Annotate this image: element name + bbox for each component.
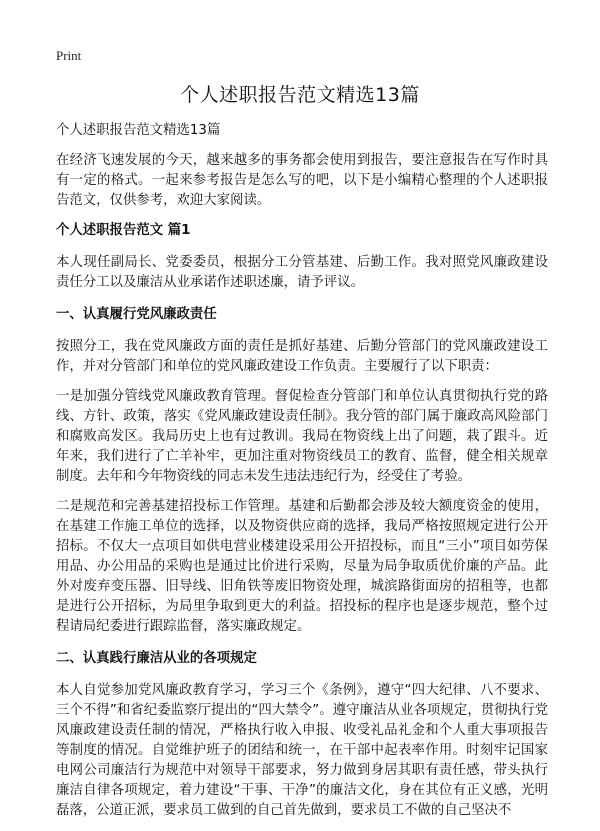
paragraph-3: 一是加强分管线党风廉政教育管理。督促检查分管部门和单位认真贯彻执行党的路线、方针、政策，落实《党风廉政建设责任制》。我分管的部门属于廉政高风险部门和腐败高发区。我局历史上也有过教训。我局在物资线上出了问题，栽了跟斗。近年来，我们进行了亡羊补牢，更加注重对物资线员工的教育、监督，健全相关规章制度。去年和今年物资线的同志未发生违法违纪行为，经受住了考验。 xyxy=(56,389,548,484)
paragraph-4: 二是规范和完善基建招投标工作管理。基建和后勤都会涉及较大额度资金的使用，在基建工作施工单位的选择，以及物资供应商的选择，我局严格按照规定进行公开招标。不仅大一点项目如供电营业楼建设采用公开招投标，而且“三小”项目如劳保用品、办公用品的采购也是通过比价进行采购，尽量为局争取质优价廉的产品。此外对废弃变压器、旧导线、旧角铁等废旧物资处理，城滨路街面房的招租等，也都是进行公开招标，为局里争取到更大的利益。招投标的程序也是逐步规范，整个过程请局纪委进行跟踪监督，落实廉政规定。 xyxy=(56,499,548,634)
print-label: Print xyxy=(56,48,82,63)
heading-1: 一、认真履行党风廉政责任 xyxy=(56,307,217,322)
document-subtitle: 个人述职报告范文精选13篇 xyxy=(56,123,221,138)
section-title: 个人述职报告范文 篇1 xyxy=(56,223,191,238)
heading-2: 二、认真践行廉洁从业的各项规定 xyxy=(56,651,257,666)
paragraph-2: 按照分工，我在党风廉政方面的责任是抓好基建、后勤分管部门的党风廉政建设工作，并对分管部门和单位的党风廉政建设工作负责。主要履行了以下职责： xyxy=(56,339,548,374)
paragraph-5: 本人自觉参加党风廉政教育学习，学习三个《条例》，遵守“四大纪律、八不要求、三个不得”和省纪委监察厅提出的“四大禁令”。遵守廉洁从业各项规定，贯彻执行党风廉政建设责任制的情况，严格执行收入申报、收受礼品礼金和个人重大事项报告等制度的情况。自觉维护班子的团结和统一，在干部中起表率作用。时刻牢记国家电网公司廉洁行为规范中对领导干部要求，努力做到身居其职有责任感，带头执行廉洁自律各项规定，着力建设“干事、干净”的廉洁文化，身在其位有正义感，光明磊落，公道正派，要求员工做到的自己首先做到，要求员工不做的自己坚决不 xyxy=(56,683,548,818)
intro-paragraph: 在经济飞速发展的今天，越来越多的事务都会使用到报告，要注意报告在写作时具有一定的格式。一起来参考报告是怎么写的吧，以下是小编精心整理的个人述职报告范文，仅供参考，欢迎大家阅读。 xyxy=(56,153,548,208)
paragraph-1: 本人现任副局长、党委委员，根据分工分管基建、后勤工作。我对照党风廉政建设责任分工以及廉洁从业承诺作述职述廉，请予评议。 xyxy=(56,255,548,290)
document-title: 个人述职报告范文精选13篇 xyxy=(180,84,420,106)
document-body xyxy=(56,121,548,831)
